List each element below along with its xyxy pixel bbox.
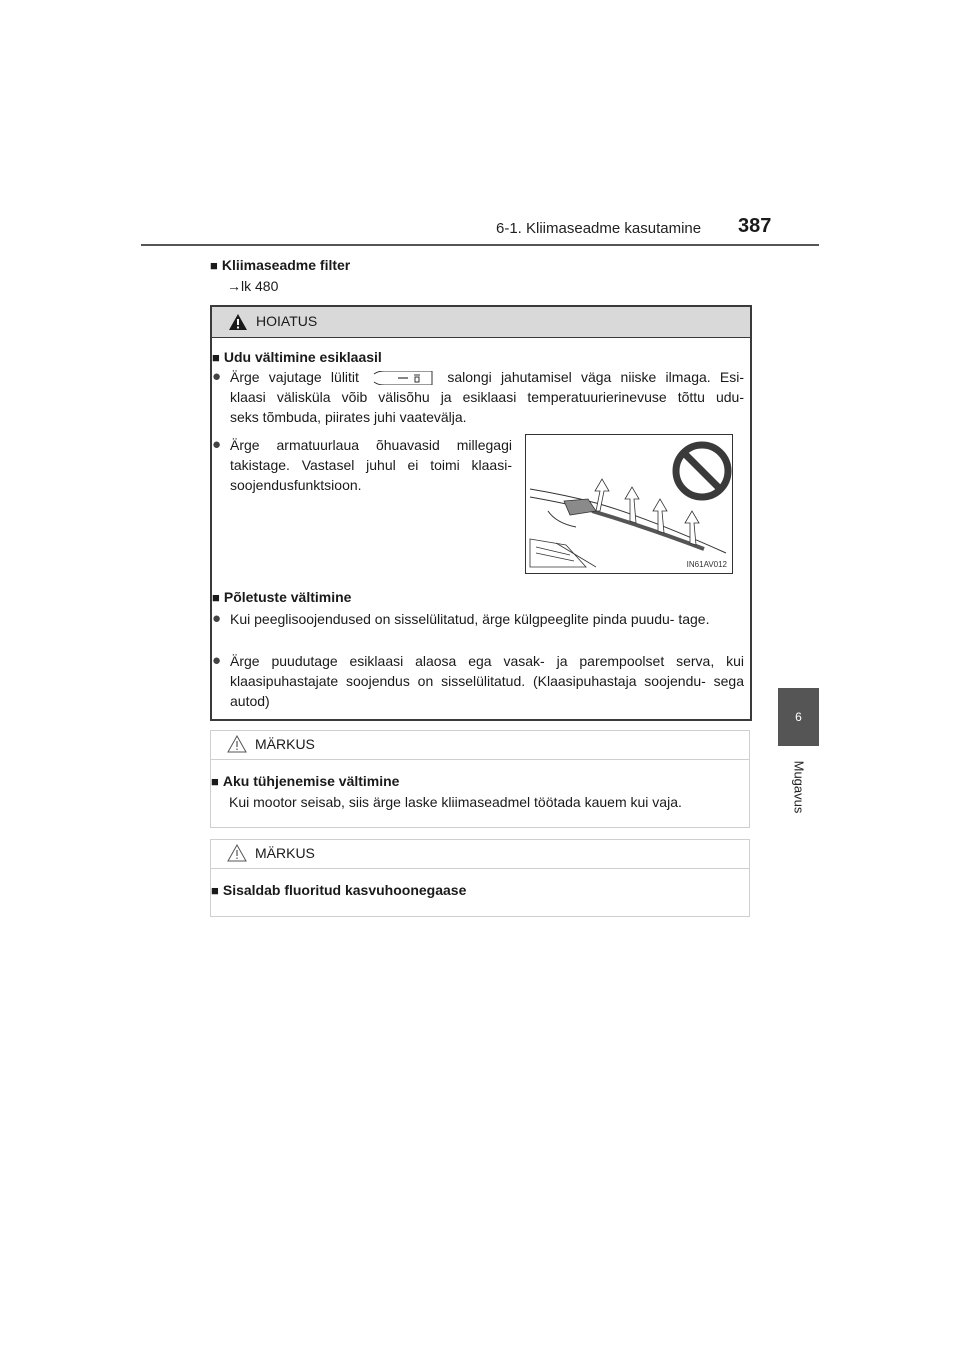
filter-title: Kliimaseadme filter	[221, 257, 351, 273]
fog-item-2	[212, 435, 512, 495]
square-bullet-icon: ■	[211, 774, 219, 789]
caution-triangle-icon	[227, 844, 247, 862]
warning-triangle-icon	[228, 313, 248, 331]
bullet-icon: ●	[212, 368, 222, 385]
fog-title: Udu vältimine esiklaasil	[223, 349, 382, 365]
bullet-icon: ●	[212, 652, 222, 669]
burns-item-2	[212, 651, 744, 711]
filter-page-link[interactable]: →lk 480	[227, 278, 279, 294]
fog-item-1	[212, 367, 744, 427]
note-box-battery	[210, 730, 750, 828]
caution-triangle-icon	[227, 735, 247, 753]
burns-item-1	[212, 609, 744, 629]
fog-item-1-line3: seks tõmbuda, piirates juhi vaatevälja.	[230, 409, 467, 425]
battery-text: Kui mootor seisab, siis ärge laske kliimaseadmel töötada kauem kui vaja.	[229, 794, 682, 810]
note-header	[211, 840, 749, 869]
fog-item-1-line1	[230, 367, 744, 387]
page-number: 387	[738, 215, 772, 237]
square-bullet-icon: ■	[212, 350, 220, 365]
chapter-tab-number: 6	[778, 688, 819, 746]
filter-heading	[210, 255, 350, 276]
burns-title: Põletuste vältimine	[223, 589, 352, 605]
section-title: 6-1. Kliimaseadme kasutamine	[496, 220, 702, 237]
fog-item-1-before: Ärge vajutage lülitit	[230, 369, 359, 385]
burns-heading	[212, 587, 351, 608]
note-header	[211, 731, 749, 760]
warning-label: HOIATUS	[256, 313, 318, 329]
gases-title: Sisaldab fluoritud kasvuhoonegaase	[222, 882, 467, 898]
fog-item-2-text: Ärge armatuurlaua õhuavasid millegagi takistage. Vastasel juhul ei toimi klaasi- soojendusfunktsioon.	[230, 437, 512, 493]
defroster-vent-figure	[525, 434, 733, 574]
header-divider	[141, 244, 819, 246]
fog-item-1-line2: klaasi välisküla võib välisõhu ja esiklaasi temperatuurierinevuse tõttu udu-	[230, 389, 744, 405]
burns-item-2-text: Ärge puudutage esiklaasi alaosa ega vasak- ja parempoolset serva, kui klaasipuhastajate soojendus on sisselülitatud. (Klaasipuhastaja soojendu- sega autod)	[230, 653, 744, 709]
note-label: MÄRKUS	[255, 845, 315, 861]
battery-title: Aku tühjenemise vältimine	[222, 773, 400, 789]
note-box-gases	[210, 839, 750, 917]
bullet-icon: ●	[212, 610, 222, 627]
battery-heading	[211, 771, 399, 792]
square-bullet-icon: ■	[210, 258, 218, 273]
figure-code: IN61AV012	[686, 560, 727, 569]
chapter-tab-label	[778, 752, 819, 822]
fog-item-1-after: salongi jahutamisel väga niiske ilmaga. Esi-	[447, 369, 745, 385]
gases-heading	[211, 880, 466, 901]
warning-header-bar	[212, 307, 750, 338]
bullet-icon: ●	[212, 436, 222, 453]
square-bullet-icon: ■	[211, 883, 219, 898]
note-label: MÄRKUS	[255, 736, 315, 752]
fog-heading	[212, 347, 382, 368]
square-bullet-icon: ■	[212, 590, 220, 605]
burns-item-1-text: Kui peeglisoojendused on sisselülitatud, ärge külgpeeglite pinda puudu- tage.	[230, 611, 710, 627]
vent-illustration	[526, 435, 732, 573]
defogger-switch-icon	[372, 371, 434, 385]
chapter-tab-label-text: Mugavus	[791, 760, 806, 814]
